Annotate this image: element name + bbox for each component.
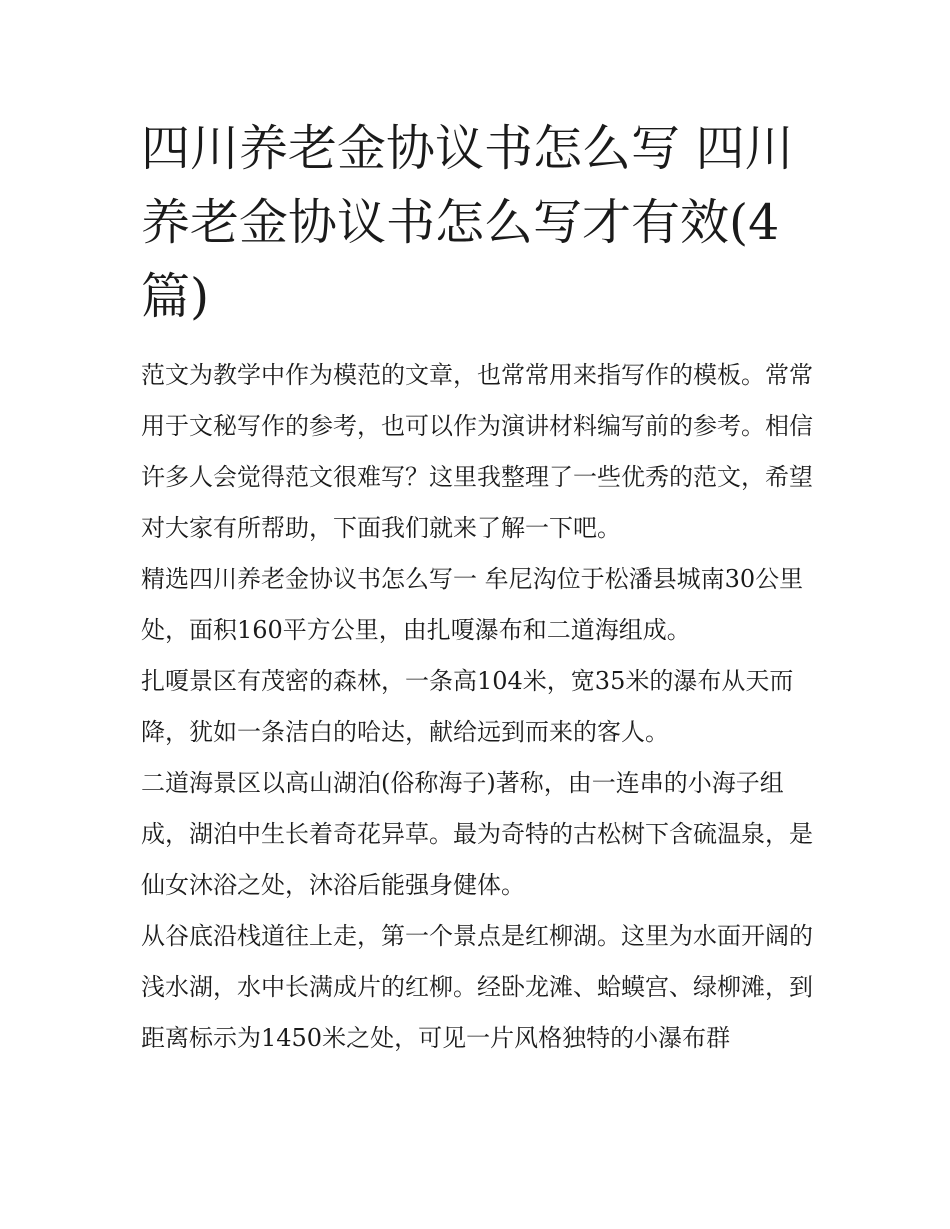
paragraph-trail: 从谷底沿栈道往上走，第一个景点是红柳湖。这里为水面开阔的浅水湖，水中长满成片的红柳。经卧龙滩、蛤蟆宫、绿柳滩，到距离标示为1450米之处，可见一片风格独特的小瀑布群 xyxy=(141,922,813,1052)
document-title: 四川养老金协议书怎么写 四川养老金协议书怎么写才有效(4篇) xyxy=(141,120,794,325)
paragraph-zhaga-area: 扎嗄景区有茂密的森林，一条高104米，宽35米的瀑布从天而降，犹如一条洁白的哈达，献给远到而来的客人。 xyxy=(141,667,794,746)
paragraph-erdaohai-area: 二道海景区以高山湖泊(俗称海子)著称，由一连串的小海子组成，湖泊中生长着奇花异草。最为奇特的古松树下含硫温泉，是仙女沐浴之处，沐浴后能强身健体。 xyxy=(141,769,813,899)
paragraph-intro: 范文为教学中作为模范的文章，也常常用来指写作的模板。常常用于文秘写作的参考，也可以作为演讲材料编写前的参考。相信许多人会觉得范文很难写？这里我整理了一些优秀的范文，希望对大家有所帮助，下面我们就来了解一下吧。 xyxy=(141,361,813,542)
paragraph-location: 精选四川养老金协议书怎么写一 牟尼沟位于松潘县城南30公里处，面积160平方公里，由扎嗄瀑布和二道海组成。 xyxy=(141,565,804,644)
document-body xyxy=(141,112,813,1064)
